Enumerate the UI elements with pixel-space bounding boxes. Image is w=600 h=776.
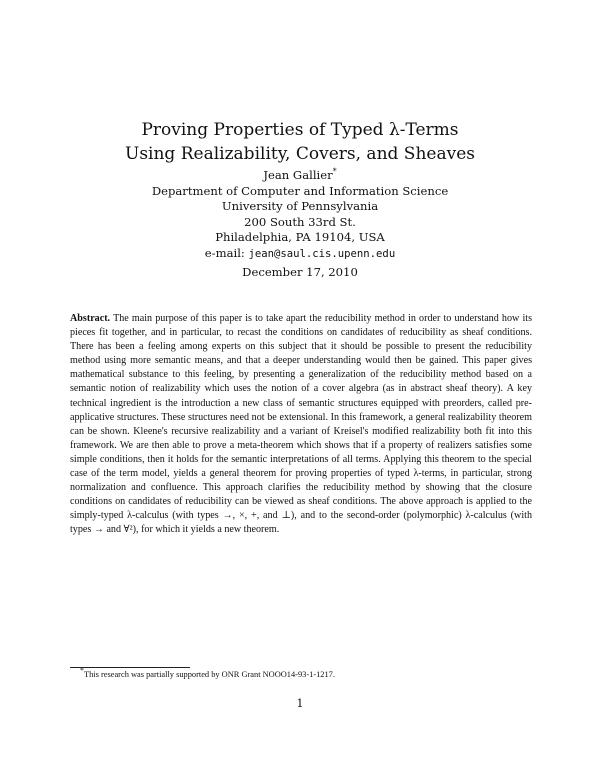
affiliation-line-2: University of Pennsylvania <box>221 199 379 213</box>
footnote-rule <box>70 667 190 668</box>
footnote-mark: * <box>80 666 84 676</box>
title-line-1: Proving Properties of Typed λ-Terms <box>141 120 459 140</box>
page-number: 1 <box>296 697 304 710</box>
email-address: jean@saul.cis.upenn.edu <box>248 247 396 260</box>
email-line <box>0 246 600 263</box>
abstract <box>70 312 532 538</box>
affiliation-line-4: Philadelphia, PA 19104, USA <box>215 230 385 244</box>
footnote-text: This research was partially supported by ONR Grant NOOO14-93-1-1217. <box>84 670 335 679</box>
email-label: e-mail: <box>204 245 245 260</box>
abstract-text: The main purpose of this paper is to take apart the reducibility method in order to understand how its pieces fit together, and in particular, to recast the conditions on candidates of reducibility as sheaf conditions. There has been a feeling among experts on this subject that it should be possible to present the reducibility method using more semantic means, and that a deeper understanding would then be gained. This paper gives mathematical substance to this feeling, by presenting a generalization of the reducibility method based on a semantic notion of realizability which uses the notion of a cover algebra (as in abstract sheaf theory). A key technical ingredient is the introduction a new class of semantic structures equipped with preorders, called pre-applicative structures. These structures need not be extensional. In this framework, a general realizability theorem can be shown. Kleene's recursive realizability and a variant of Kreisel's modified realizability both fit into this framework. We are then able to prove a meta-theorem which shows that if a property of realizers satisfies some simple conditions, then it holds for the semantic interpretations of all terms. Applying this theorem to the special case of the term model, yields a general theorem for proving properties of typed λ-terms, in particular, strong normalization and confluence. This approach clarifies the reducibility method by showing that the closure conditions on candidates of reducibility can be viewed as sheaf conditions. The above approach is applied to the simply-typed λ-calculus (with types →, ×, +, and ⊥), and to the second-order (polymorphic) λ-calculus (with types → and ∀²), for which it yields a new theorem. <box>70 313 533 536</box>
author-block <box>0 168 600 262</box>
author-line <box>0 168 600 184</box>
author-name: Jean Gallier <box>263 168 333 182</box>
abstract-label: Abstract. <box>70 313 111 324</box>
footnote <box>70 666 542 680</box>
title-line-2: Using Realizability, Covers, and Sheaves <box>125 144 475 164</box>
author-footnote-mark: * <box>332 167 337 177</box>
paper-title <box>0 118 600 166</box>
affiliation-line-3: 200 South 33rd St. <box>244 214 356 229</box>
affiliation-line-1: Department of Computer and Information Science <box>151 183 449 198</box>
paper-date: December 17, 2010 <box>242 265 358 279</box>
